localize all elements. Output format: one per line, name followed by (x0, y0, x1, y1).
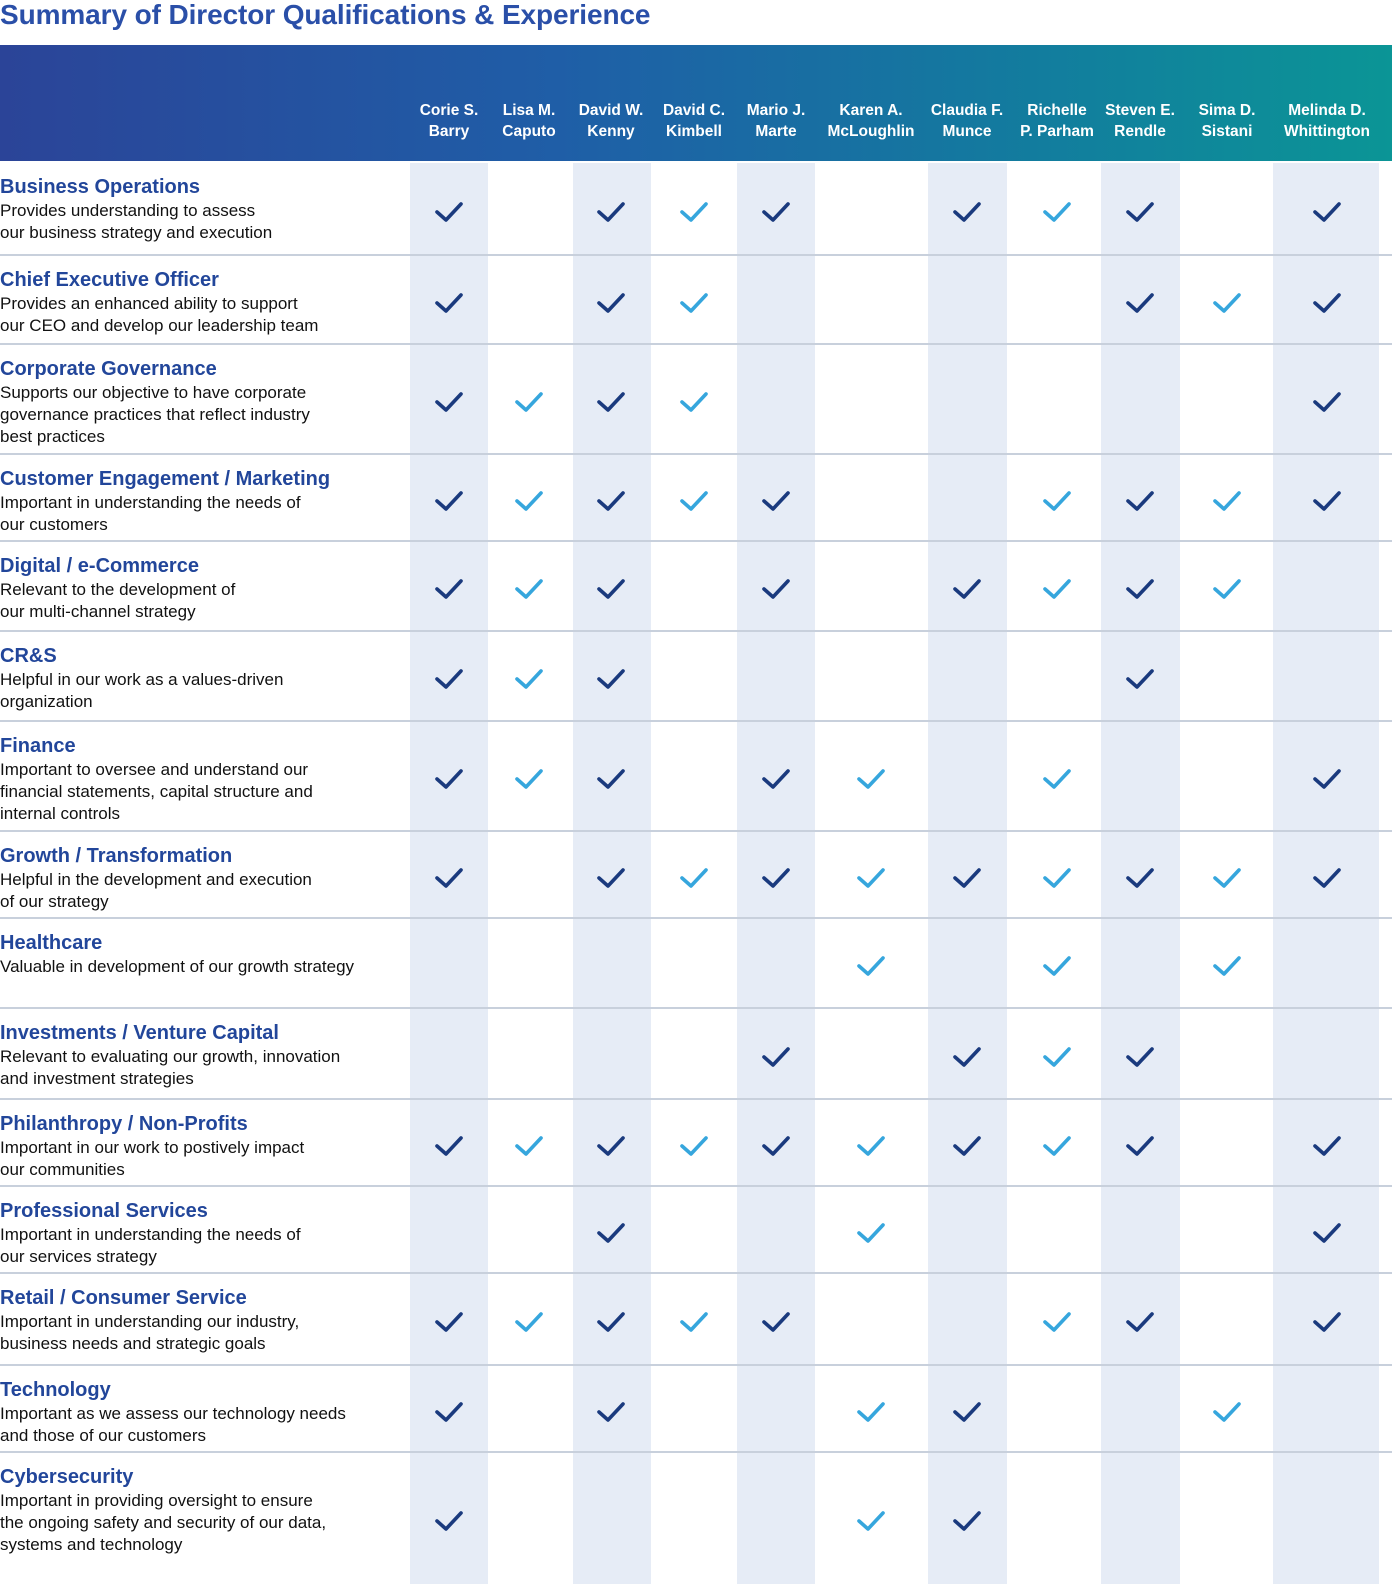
checkmark-icon (856, 1400, 886, 1424)
checkmark-icon (1312, 866, 1342, 890)
checkmark-icon (679, 1310, 709, 1334)
description-line: our CEO and develop our leadership team (0, 316, 319, 335)
qualification-description (0, 1137, 390, 1181)
director-name (502, 100, 555, 142)
checkmark-icon (1125, 200, 1155, 224)
qualification-description (0, 956, 390, 978)
description-line: organization (0, 692, 93, 711)
checkmark-icon (761, 1134, 791, 1158)
checkmark-icon (1042, 1134, 1072, 1158)
qualification-description (0, 293, 390, 337)
description-line: Provides an enhanced ability to support (0, 294, 298, 313)
checkmark-icon (434, 1310, 464, 1334)
checkmark-icon (1125, 1045, 1155, 1069)
checkmark-icon (514, 767, 544, 791)
description-line: Supports our objective to have corporate (0, 383, 307, 402)
director-last-name: McLoughlin (827, 123, 915, 140)
checkmark-icon (1312, 1134, 1342, 1158)
checkmark-icon (856, 1509, 886, 1533)
checkmark-icon (596, 1400, 626, 1424)
checkmark-icon (1125, 1310, 1155, 1334)
checkmark-icon (1312, 200, 1342, 224)
checkmark-icon (952, 200, 982, 224)
qualification-title: Digital / e-Commerce (0, 555, 199, 577)
checkmark-icon (952, 1134, 982, 1158)
description-line: governance practices that reflect industry (0, 405, 310, 424)
checkmark-icon (434, 291, 464, 315)
checkmark-icon (514, 1134, 544, 1158)
checkmark-icon (761, 866, 791, 890)
description-line: internal controls (0, 804, 121, 823)
qualification-description (0, 759, 390, 825)
checkmark-icon (1312, 1310, 1342, 1334)
qualification-description (0, 1046, 390, 1090)
checkmark-icon (952, 1045, 982, 1069)
checkmark-icon (434, 489, 464, 513)
director-last-name: P. Parham (1020, 123, 1094, 140)
checkmark-icon (1125, 291, 1155, 315)
description-line: Important as we assess our technology needs (0, 1404, 346, 1423)
director-name (747, 100, 806, 142)
checkmark-icon (679, 200, 709, 224)
page-title: Summary of Director Qualifications & Experience (0, 0, 651, 30)
checkmark-icon (596, 577, 626, 601)
director-name (1020, 100, 1094, 142)
director-last-name: Marte (755, 123, 797, 140)
description-line: financial statements, capital structure and (0, 782, 313, 801)
qualification-title: Growth / Transformation (0, 845, 233, 867)
checkmark-icon (1042, 767, 1072, 791)
director-first-name: David W. (578, 102, 644, 119)
description-line: Important in understanding our industry, (0, 1312, 300, 1331)
director-last-name: Barry (428, 123, 470, 140)
qualification-row (0, 1274, 1392, 1366)
checkmark-icon (1125, 866, 1155, 890)
qualification-description (0, 1490, 390, 1556)
checkmark-icon (1042, 577, 1072, 601)
checkmark-icon (1042, 1045, 1072, 1069)
qualification-row (0, 632, 1392, 722)
director-last-name: Kimbell (666, 123, 722, 140)
qualification-row (0, 1366, 1392, 1453)
checkmark-icon (856, 866, 886, 890)
checkmark-icon (856, 954, 886, 978)
description-line: our services strategy (0, 1247, 157, 1266)
description-line: and those of our customers (0, 1426, 207, 1445)
checkmark-icon (679, 1134, 709, 1158)
description-line: Helpful in our work as a values-driven (0, 670, 284, 689)
qualification-title: Retail / Consumer Service (0, 1287, 247, 1309)
checkmark-icon (856, 767, 886, 791)
qualification-title: Professional Services (0, 1200, 208, 1222)
checkmark-icon (1042, 489, 1072, 513)
director-first-name: Melinda D. (1288, 102, 1366, 119)
description-line: the ongoing safety and security of our data, (0, 1513, 327, 1532)
director-first-name: Richelle (1027, 102, 1087, 119)
checkmark-icon (596, 489, 626, 513)
description-line: our multi-channel strategy (0, 602, 196, 621)
checkmark-icon (1042, 200, 1072, 224)
checkmark-icon (596, 1221, 626, 1245)
checkmark-icon (679, 390, 709, 414)
checkmark-icon (596, 200, 626, 224)
description-line: Relevant to evaluating our growth, innovation (0, 1047, 341, 1066)
checkmark-icon (1212, 577, 1242, 601)
description-line: and investment strategies (0, 1069, 194, 1088)
description-line: Important in understanding the needs of (0, 1225, 301, 1244)
description-line: systems and technology (0, 1535, 183, 1554)
checkmark-icon (1042, 1310, 1072, 1334)
director-first-name: Claudia F. (930, 102, 1004, 119)
checkmark-icon (434, 1509, 464, 1533)
checkmark-icon (434, 577, 464, 601)
checkmark-icon (761, 1310, 791, 1334)
qualification-title: Business Operations (0, 176, 201, 198)
checkmark-icon (596, 767, 626, 791)
checkmark-icon (679, 291, 709, 315)
director-first-name: Lisa M. (502, 102, 556, 119)
qualification-description (0, 579, 390, 623)
qualification-title: Finance (0, 735, 76, 757)
qualification-description (0, 1403, 390, 1447)
checkmark-icon (434, 1134, 464, 1158)
description-line: best practices (0, 427, 105, 446)
qualification-row (0, 542, 1392, 632)
qualification-row (0, 1187, 1392, 1274)
director-name (579, 100, 644, 142)
director-name (663, 100, 725, 142)
checkmark-icon (514, 390, 544, 414)
qualification-description (0, 1224, 390, 1268)
checkmark-icon (952, 577, 982, 601)
checkmark-icon (596, 1134, 626, 1158)
checkmark-icon (1312, 1221, 1342, 1245)
qualification-title: Investments / Venture Capital (0, 1022, 279, 1044)
director-name (931, 100, 1003, 142)
checkmark-icon (1042, 866, 1072, 890)
director-last-name: Caputo (502, 123, 556, 140)
director-name (828, 100, 915, 142)
checkmark-icon (856, 1134, 886, 1158)
qualification-row (0, 455, 1392, 542)
checkmark-icon (1312, 291, 1342, 315)
description-line: Important to oversee and understand our (0, 760, 309, 779)
description-line: our communities (0, 1160, 125, 1179)
checkmark-icon (1125, 1134, 1155, 1158)
director-name (1284, 100, 1370, 142)
checkmark-icon (952, 866, 982, 890)
checkmark-icon (1125, 667, 1155, 691)
checkmark-icon (761, 577, 791, 601)
director-last-name: Munce (942, 123, 992, 140)
director-first-name: Steven E. (1105, 102, 1175, 119)
description-line: Important in understanding the needs of (0, 493, 301, 512)
checkmark-icon (1312, 489, 1342, 513)
qualification-row (0, 345, 1392, 455)
qualification-description (0, 669, 390, 713)
description-line: Valuable in development of our growth strategy (0, 957, 355, 976)
checkmark-icon (596, 390, 626, 414)
description-line: Helpful in the development and execution (0, 870, 312, 889)
description-line: Important in our work to postively impact (0, 1138, 305, 1157)
director-name (1199, 100, 1256, 142)
checkmark-icon (434, 667, 464, 691)
checkmark-icon (952, 1400, 982, 1424)
checkmark-icon (514, 1310, 544, 1334)
qualification-row (0, 722, 1392, 832)
director-first-name: Mario J. (746, 102, 806, 119)
director-last-name: Rendle (1114, 123, 1166, 140)
checkmark-icon (1312, 390, 1342, 414)
checkmark-icon (1212, 1400, 1242, 1424)
qualification-row (0, 1009, 1392, 1100)
checkmark-icon (1212, 866, 1242, 890)
director-last-name: Whittington (1283, 123, 1371, 140)
checkmark-icon (514, 489, 544, 513)
description-line: our customers (0, 515, 108, 534)
checkmark-icon (514, 577, 544, 601)
checkmark-icon (434, 1400, 464, 1424)
qualification-row (0, 256, 1392, 345)
description-line: Relevant to the development of (0, 580, 236, 599)
description-line: of our strategy (0, 892, 109, 911)
qualification-description (0, 492, 390, 536)
checkmark-icon (761, 200, 791, 224)
checkmark-icon (514, 667, 544, 691)
description-line: our business strategy and execution (0, 223, 273, 242)
checkmark-icon (596, 1310, 626, 1334)
qualification-description (0, 382, 390, 448)
checkmark-icon (1125, 489, 1155, 513)
checkmark-icon (1312, 767, 1342, 791)
director-first-name: Corie S. (419, 102, 479, 119)
qualification-row (0, 1453, 1392, 1584)
description-line: business needs and strategic goals (0, 1334, 266, 1353)
qualification-row (0, 832, 1392, 919)
qualification-row (0, 1100, 1392, 1187)
director-last-name: Kenny (587, 123, 635, 140)
director-first-name: Karen A. (839, 102, 903, 119)
qualification-title: Corporate Governance (0, 358, 217, 380)
checkmark-icon (1042, 954, 1072, 978)
qualification-title: Customer Engagement / Marketing (0, 468, 331, 490)
qualification-row (0, 919, 1392, 1009)
checkmark-icon (761, 489, 791, 513)
qualification-row (0, 163, 1392, 256)
qualification-description (0, 869, 390, 913)
qualification-description (0, 200, 390, 244)
checkmark-icon (1212, 291, 1242, 315)
checkmark-icon (434, 866, 464, 890)
checkmark-icon (1125, 577, 1155, 601)
director-first-name: Sima D. (1198, 102, 1256, 119)
qualification-title: Chief Executive Officer (0, 269, 219, 291)
checkmark-icon (596, 667, 626, 691)
qualification-description (0, 1311, 390, 1355)
checkmark-icon (952, 1509, 982, 1533)
qualification-title: CR&S (0, 645, 57, 667)
director-last-name: Sistani (1201, 123, 1253, 140)
qualification-title: Technology (0, 1379, 111, 1401)
checkmark-icon (761, 1045, 791, 1069)
qualification-title: Healthcare (0, 932, 103, 954)
checkmark-icon (434, 767, 464, 791)
checkmark-icon (761, 767, 791, 791)
checkmark-icon (1212, 954, 1242, 978)
director-first-name: David C. (662, 102, 726, 119)
checkmark-icon (434, 390, 464, 414)
director-name (420, 100, 479, 142)
checkmark-icon (596, 866, 626, 890)
checkmark-icon (679, 489, 709, 513)
director-name (1105, 100, 1175, 142)
checkmark-icon (1212, 489, 1242, 513)
checkmark-icon (856, 1221, 886, 1245)
description-line: Important in providing oversight to ensure (0, 1491, 313, 1510)
checkmark-icon (596, 291, 626, 315)
qualification-title: Philanthropy / Non-Profits (0, 1113, 248, 1135)
qualification-title: Cybersecurity (0, 1466, 134, 1488)
checkmark-icon (679, 866, 709, 890)
description-line: Provides understanding to assess (0, 201, 256, 220)
checkmark-icon (434, 200, 464, 224)
